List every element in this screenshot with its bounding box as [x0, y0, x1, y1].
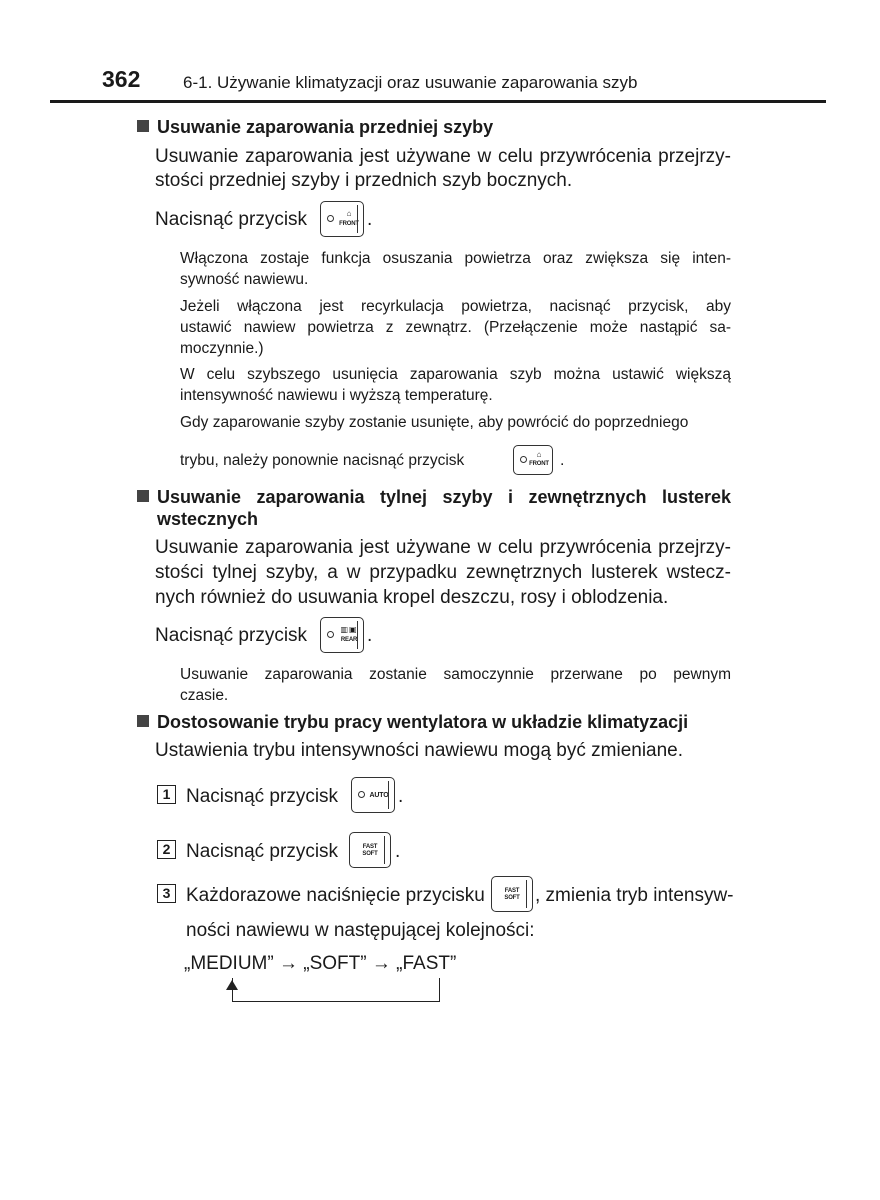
step-text: Nacisnąć przycisk	[186, 786, 339, 807]
body-text: Usuwanie zaparowania jest używane w celu przywrócenia przejrzy-	[155, 537, 731, 558]
cycle-arrow-up-icon	[226, 980, 238, 990]
note-line: Włączona zostaje funkcja osuszania powietrza oraz zwiększa się inten-	[180, 250, 731, 267]
period: .	[367, 209, 373, 230]
section-bullet-icon	[137, 120, 149, 132]
note-paragraph	[180, 664, 731, 706]
section-heading-rear-defog: Usuwanie zaparowania tylnej szyby i zewnętrznych lusterek	[157, 487, 731, 507]
button-label: AUTO	[369, 792, 389, 799]
indicator-light-icon	[327, 631, 334, 638]
note-line: trybu, należy ponownie nacisnąć przycisk	[180, 452, 465, 469]
period: .	[398, 786, 404, 807]
page-number: 362	[102, 66, 141, 92]
note-line: sywność nawiewu.	[180, 271, 309, 288]
note-line: moczynnie.)	[180, 340, 264, 357]
step-number-2: 2	[157, 840, 176, 859]
note-line: W celu szybszego usunięcia zaparowania szyb można ustawić większą	[180, 366, 731, 383]
front-defrost-icon: ⌂	[346, 209, 352, 218]
body-text: Ustawienia trybu intensywności nawiewu mogą być zmieniane.	[155, 740, 684, 761]
body-text: stości przedniej szyby i przednich szyb bocznych.	[155, 170, 573, 191]
chapter-title: 6-1. Używanie klimatyzacji oraz usuwanie zaparowania szyb	[183, 73, 638, 92]
indicator-light-icon	[327, 215, 334, 222]
note-paragraph	[180, 364, 731, 406]
period: .	[367, 625, 373, 646]
button-label-fast: FAST	[504, 888, 520, 894]
button-label-soft: SOFT	[362, 851, 378, 857]
note-line: intensywność nawiewu i wyższą temperaturę.	[180, 387, 493, 404]
step-text: , zmienia tryb intensyw-	[535, 885, 734, 906]
body-text: Usuwanie zaparowania jest używane w celu przywrócenia przejrzy-	[155, 146, 731, 167]
button-edge	[384, 836, 388, 864]
front-defrost-button[interactable]	[320, 201, 364, 237]
note-paragraph	[180, 248, 731, 290]
button-label-fast: FAST	[362, 844, 378, 850]
rear-defrost-button[interactable]	[320, 617, 364, 653]
button-label: REAR	[340, 637, 358, 643]
note-paragraph	[180, 412, 731, 433]
fast-soft-button[interactable]	[491, 876, 533, 912]
step-number-1: 1	[157, 785, 176, 804]
rear-defrost-mirror-icon: ▥▣	[340, 625, 358, 634]
button-edge	[357, 621, 361, 649]
body-text: stości tylnej szyby, a w przypadku zewnętrznych lusterek wstecz-	[155, 562, 731, 583]
fast-soft-button[interactable]	[349, 832, 391, 868]
note-line: czasie.	[180, 687, 229, 704]
cycle-return-line	[232, 978, 440, 1002]
note-paragraph	[180, 296, 731, 359]
period: .	[395, 841, 401, 862]
indicator-light-icon	[358, 791, 365, 798]
section-heading-front-defog: Usuwanie zaparowania przedniej szyby	[157, 117, 494, 137]
instruction-text: Nacisnąć przycisk	[155, 209, 308, 230]
instruction-text: Nacisnąć przycisk	[155, 625, 308, 646]
front-defrost-icon: ⌂	[536, 450, 542, 459]
indicator-light-icon	[520, 456, 527, 463]
step-number-3: 3	[157, 884, 176, 903]
button-label: FRONT	[339, 221, 359, 227]
button-edge	[357, 205, 361, 233]
section-heading-rear-defog-cont: wstecznych	[157, 509, 259, 529]
button-edge	[526, 880, 530, 908]
note-line: ustawić nawiew powietrza z zewnątrz. (Przełączenie może nastąpić sa-	[180, 319, 731, 336]
button-label: FRONT	[529, 461, 549, 467]
button-edge	[388, 781, 392, 809]
section-bullet-icon	[137, 715, 149, 727]
header-divider	[50, 100, 826, 103]
step-text: Nacisnąć przycisk	[186, 841, 339, 862]
period: .	[560, 452, 565, 469]
auto-button[interactable]	[351, 777, 395, 813]
body-text: nych również do usuwania kropel deszczu, rosy i oblodzenia.	[155, 587, 669, 608]
fan-mode-cycle: „MEDIUM” → „SOFT” → „FAST”	[184, 953, 457, 974]
section-heading-fan-mode: Dostosowanie trybu pracy wentylatora w układzie klimatyzacji	[157, 712, 689, 732]
front-defrost-button[interactable]	[513, 445, 553, 475]
button-label-soft: SOFT	[504, 895, 520, 901]
step-text: ności nawiewu w następującej kolejności:	[186, 920, 535, 941]
note-line: Usuwanie zaparowania zostanie samoczynnie przerwane po pewnym	[180, 666, 731, 683]
note-line: Gdy zaparowanie szyby zostanie usunięte, aby powrócić do poprzedniego	[180, 414, 689, 431]
step-text: Każdorazowe naciśnięcie przycisku	[186, 885, 485, 906]
note-paragraph	[180, 450, 464, 471]
note-line: Jeżeli włączona jest recyrkulacja powietrza, nacisnąć przycisk, aby	[180, 298, 731, 315]
section-bullet-icon	[137, 490, 149, 502]
